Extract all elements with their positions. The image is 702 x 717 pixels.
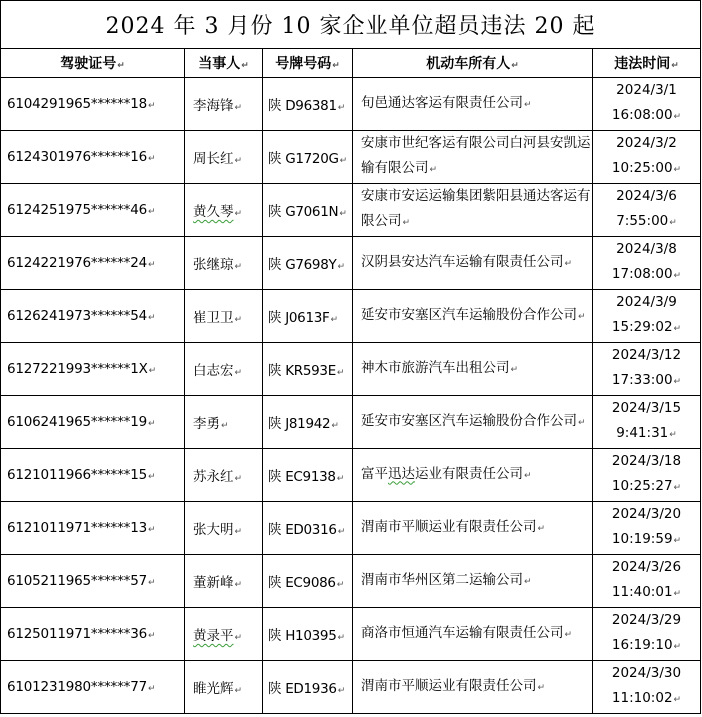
party-name: 张继琼 [193,257,234,273]
owner-cell [353,78,593,131]
plate-number: 陕 EC9086 [268,575,336,591]
paragraph-mark-icon: ↵ [147,260,156,270]
paragraph-mark-icon: ↵ [673,589,682,599]
paragraph-mark-icon: ↵ [337,686,345,696]
paragraph-mark-icon: ↵ [234,686,243,696]
license-number: 6101231980******77 [7,679,147,695]
paragraph-mark-icon: ↵ [147,525,156,535]
header-row [1,49,701,78]
license-number: 6126241973******54 [7,308,147,324]
party-name: 黄录平 [193,628,234,644]
paragraph-mark-icon: ↵ [147,631,156,641]
violation-clock-line [593,103,700,130]
plate-cell [263,343,353,396]
license-cell [1,396,185,449]
time-cell [593,78,701,131]
party-cell [185,131,263,184]
paragraph-mark-icon: ↵ [564,258,573,269]
owner-name: 延安市安塞区汽车运输股份合作公司 [361,306,577,323]
violation-clock: 10:25:27 [611,478,673,494]
owner-name: 旬邑通达客运有限责任公司 [361,94,523,111]
party-name: 李海锋 [193,98,234,114]
license-number: 6121011971******13 [7,520,147,536]
party-cell [185,396,263,449]
owner-cell [353,290,593,343]
paragraph-mark-icon: ↵ [429,165,438,175]
violation-clock-line [593,368,700,395]
time-cell [593,343,701,396]
violation-date: 2024/3/1 [616,82,677,98]
violation-date: 2024/3/30 [611,665,682,681]
violation-clock: 10:25:00 [611,160,673,176]
owner-name: 神木市旅游汽车出租公司 [361,359,510,376]
plate-number: 陕 G1720G [268,151,339,167]
paragraph-mark-icon: ↵ [147,419,156,429]
paragraph-mark-icon: ↵ [234,580,243,590]
owner-cell [353,502,593,555]
paragraph-mark-icon: ↵ [147,207,156,217]
plate-cell [263,131,353,184]
license-number: 6127221993******1X [7,361,148,377]
license-cell [1,555,185,608]
license-cell [1,343,185,396]
owner-cell [353,131,593,184]
plate-cell [263,78,353,131]
party-name: 张大明 [193,522,234,538]
violation-date: 2024/3/29 [611,612,682,628]
paragraph-mark-icon: ↵ [117,61,125,71]
paragraph-mark-icon: ↵ [671,61,679,71]
violation-clock: 16:08:00 [611,107,673,123]
time-cell [593,290,701,343]
violation-clock: 7:55:00 [616,213,669,229]
party-cell [185,555,263,608]
party-name: 李勇 [193,416,220,432]
license-cell [1,661,185,714]
license-cell [1,78,185,131]
table-row [1,555,701,608]
column-header-party: 当事人↵ [185,49,263,78]
owner-cell [353,555,593,608]
license-number: 6105211965******57 [7,573,147,589]
paragraph-mark-icon: ↵ [147,313,156,323]
column-header-owner: 机动车所有人↵ [353,49,593,78]
table-row [1,502,701,555]
page-title: 2024 年 3 月份 10 家企业单位超员违法 20 起 [1,1,701,49]
plate-cell [263,237,353,290]
paragraph-mark-icon: ↵ [336,474,344,484]
paragraph-mark-icon: ↵ [337,262,345,272]
plate-cell [263,502,353,555]
time-cell [593,555,701,608]
license-number: 6124251975******46 [7,202,147,218]
owner-name: 延安市安塞区汽车运输股份合作公司 [361,412,577,429]
party-cell [185,184,263,237]
owner-name: 安康市世纪客运有限公司白河县安凯运输有限公司 [361,135,591,176]
table-row [1,78,701,131]
party-name: 董新峰 [193,575,234,591]
license-cell [1,608,185,661]
paragraph-mark-icon: ↵ [234,633,243,643]
owner-name: 商洛市恒通汽车运输有限责任公司 [361,624,564,641]
column-header-plate: 号牌号码↵ [263,49,353,78]
party-cell [185,449,263,502]
time-cell [593,237,701,290]
paragraph-mark-icon: ↵ [673,271,682,281]
paragraph-mark-icon: ↵ [578,311,586,322]
owner-name: 渭南市平顺运业有限责任公司 [361,677,537,694]
paragraph-mark-icon: ↵ [511,61,519,71]
violation-clock: 17:08:00 [611,266,673,282]
plate-number: 陕 KR593E [268,363,336,379]
paragraph-mark-icon: ↵ [578,417,586,428]
owner-cell [353,608,593,661]
column-header-time: 违法时间↵ [593,49,701,78]
table-row [1,396,701,449]
party-name: 崔卫卫 [193,310,234,326]
paragraph-mark-icon: ↵ [564,629,573,640]
paragraph-mark-icon: ↵ [241,61,249,71]
paragraph-mark-icon: ↵ [669,218,677,228]
plate-number: 陕 ED0316 [268,522,337,538]
paragraph-mark-icon: ↵ [330,315,338,325]
paragraph-mark-icon: ↵ [147,154,156,164]
plate-cell [263,608,353,661]
party-cell [185,608,263,661]
party-name: 黄久琴 [193,204,234,220]
plate-cell [263,555,353,608]
time-cell [593,396,701,449]
party-name: 周长红 [193,151,234,167]
paragraph-mark-icon: ↵ [673,165,682,175]
owner-cell [353,661,593,714]
license-cell [1,131,185,184]
column-header-license: 驾驶证号↵ [1,49,185,78]
owner-cell [353,343,593,396]
table-row [1,661,701,714]
paragraph-mark-icon: ↵ [524,470,532,481]
paragraph-mark-icon: ↵ [669,430,677,440]
violation-clock-line [593,527,700,554]
owner-cell [353,449,593,502]
violation-clock: 15:29:02 [611,319,673,335]
time-cell [593,661,701,714]
plate-cell [263,661,353,714]
time-cell [593,184,701,237]
license-number: 6106241965******19 [7,414,147,430]
paragraph-mark-icon: ↵ [234,262,243,272]
violation-clock-line [593,633,700,660]
license-cell [1,237,185,290]
license-cell [1,184,185,237]
violation-clock: 9:41:31 [616,425,669,441]
owner-name: 安康市安运运输集团紫阳县通达客运有限公司 [361,188,591,229]
paragraph-mark-icon: ↵ [339,156,347,166]
license-cell [1,449,185,502]
owner-cell [353,396,593,449]
plate-number: 陕 J0613F [268,310,330,326]
party-cell [185,502,263,555]
paragraph-mark-icon: ↵ [234,368,243,378]
violation-clock-line [593,421,700,448]
paragraph-mark-icon: ↵ [537,682,546,693]
paragraph-mark-icon: ↵ [336,368,345,378]
violation-date: 2024/3/9 [616,294,677,310]
plate-number: 陕 EC9138 [268,469,336,485]
paragraph-mark-icon: ↵ [234,527,243,537]
paragraph-mark-icon: ↵ [147,101,156,111]
violation-clock-line [593,262,700,289]
paragraph-mark-icon: ↵ [337,103,345,113]
plate-number: 陕 G7061N [268,204,339,220]
violation-clock-line [593,315,700,342]
plate-number: 陕 G7698Y [268,257,337,273]
paragraph-mark-icon: ↵ [524,576,532,587]
owner-name: 渭南市华州区第二运输公司 [361,571,523,588]
table-row [1,608,701,661]
table-row [1,237,701,290]
party-name: 睢光辉 [193,681,234,697]
party-cell [185,78,263,131]
license-number: 6124221976******24 [7,255,147,271]
plate-cell [263,449,353,502]
time-cell [593,131,701,184]
paragraph-mark-icon: ↵ [673,695,682,705]
plate-number: 陕 J81942 [268,416,331,432]
paragraph-mark-icon: ↵ [234,474,243,484]
party-name: 苏永红 [193,469,234,485]
violation-clock: 11:40:01 [611,584,673,600]
paragraph-mark-icon: ↵ [147,472,156,482]
owner-cell [353,184,593,237]
license-number: 6125011971******36 [7,626,147,642]
violation-date: 2024/3/6 [616,188,677,204]
violation-date: 2024/3/12 [611,347,682,363]
paragraph-mark-icon: ↵ [537,523,546,534]
license-cell [1,502,185,555]
paragraph-mark-icon: ↵ [336,580,344,590]
owner-name: 汉阴县安达汽车运输有限责任公司 [361,253,564,270]
plate-number: 陕 ED1936 [268,681,337,697]
title-row [1,1,701,49]
time-cell [593,608,701,661]
time-cell [593,449,701,502]
violation-clock: 11:10:02 [611,690,673,706]
violation-date: 2024/3/18 [611,453,682,469]
owner-cell [353,237,593,290]
violation-clock: 10:19:59 [611,531,673,547]
paragraph-mark-icon: ↵ [524,99,532,110]
violation-date: 2024/3/20 [611,506,682,522]
paragraph-mark-icon: ↵ [234,315,243,325]
violation-date: 2024/3/26 [611,559,682,575]
paragraph-mark-icon: ↵ [673,536,682,546]
paragraph-mark-icon: ↵ [337,527,345,537]
paragraph-mark-icon: ↵ [673,112,682,122]
table-row [1,343,701,396]
party-cell [185,661,263,714]
plate-cell [263,396,353,449]
party-name: 白志宏 [193,363,234,379]
plate-number: 陕 D96381 [268,98,337,114]
violation-clock-line [593,209,700,236]
time-cell [593,502,701,555]
paragraph-mark-icon: ↵ [147,684,156,694]
violation-clock-line [593,156,700,183]
table-row [1,449,701,502]
license-number: 6104291965******18 [7,96,147,112]
paragraph-mark-icon: ↵ [234,209,243,219]
paragraph-mark-icon: ↵ [673,483,682,493]
paragraph-mark-icon: ↵ [234,156,243,166]
plate-cell [263,184,353,237]
paragraph-mark-icon: ↵ [673,377,682,387]
paragraph-mark-icon: ↵ [147,578,156,588]
paragraph-mark-icon: ↵ [402,218,411,228]
license-cell [1,290,185,343]
violation-date: 2024/3/2 [616,135,677,151]
plate-cell [263,290,353,343]
violation-clock-line [593,686,700,713]
table-row [1,131,701,184]
paragraph-mark-icon: ↵ [510,364,519,375]
table-row [1,184,701,237]
paragraph-mark-icon: ↵ [221,421,229,431]
owner-name: 渭南市平顺运业有限责任公司 [361,518,537,535]
violation-date: 2024/3/8 [616,241,677,257]
paragraph-mark-icon: ↵ [331,421,339,431]
paragraph-mark-icon: ↵ [234,103,243,113]
paragraph-mark-icon: ↵ [673,642,682,652]
paragraph-mark-icon: ↵ [148,366,156,376]
violation-clock-line [593,580,700,607]
violation-date: 2024/3/15 [611,400,682,416]
violation-clock-line [593,474,700,501]
violation-clock: 16:19:10 [611,637,673,653]
party-cell [185,343,263,396]
owner-name: 富平迅达运业有限责任公司 [361,465,523,482]
paragraph-mark-icon: ↵ [332,61,340,71]
paragraph-mark-icon: ↵ [673,324,682,334]
paragraph-mark-icon: ↵ [337,633,345,643]
license-number: 6124301976******16 [7,149,147,165]
paragraph-mark-icon: ↵ [339,209,347,219]
plate-number: 陕 H10395 [268,628,337,644]
table-row [1,290,701,343]
violation-clock: 17:33:00 [611,372,673,388]
party-cell [185,290,263,343]
license-number: 6121011966******15 [7,467,147,483]
party-cell [185,237,263,290]
